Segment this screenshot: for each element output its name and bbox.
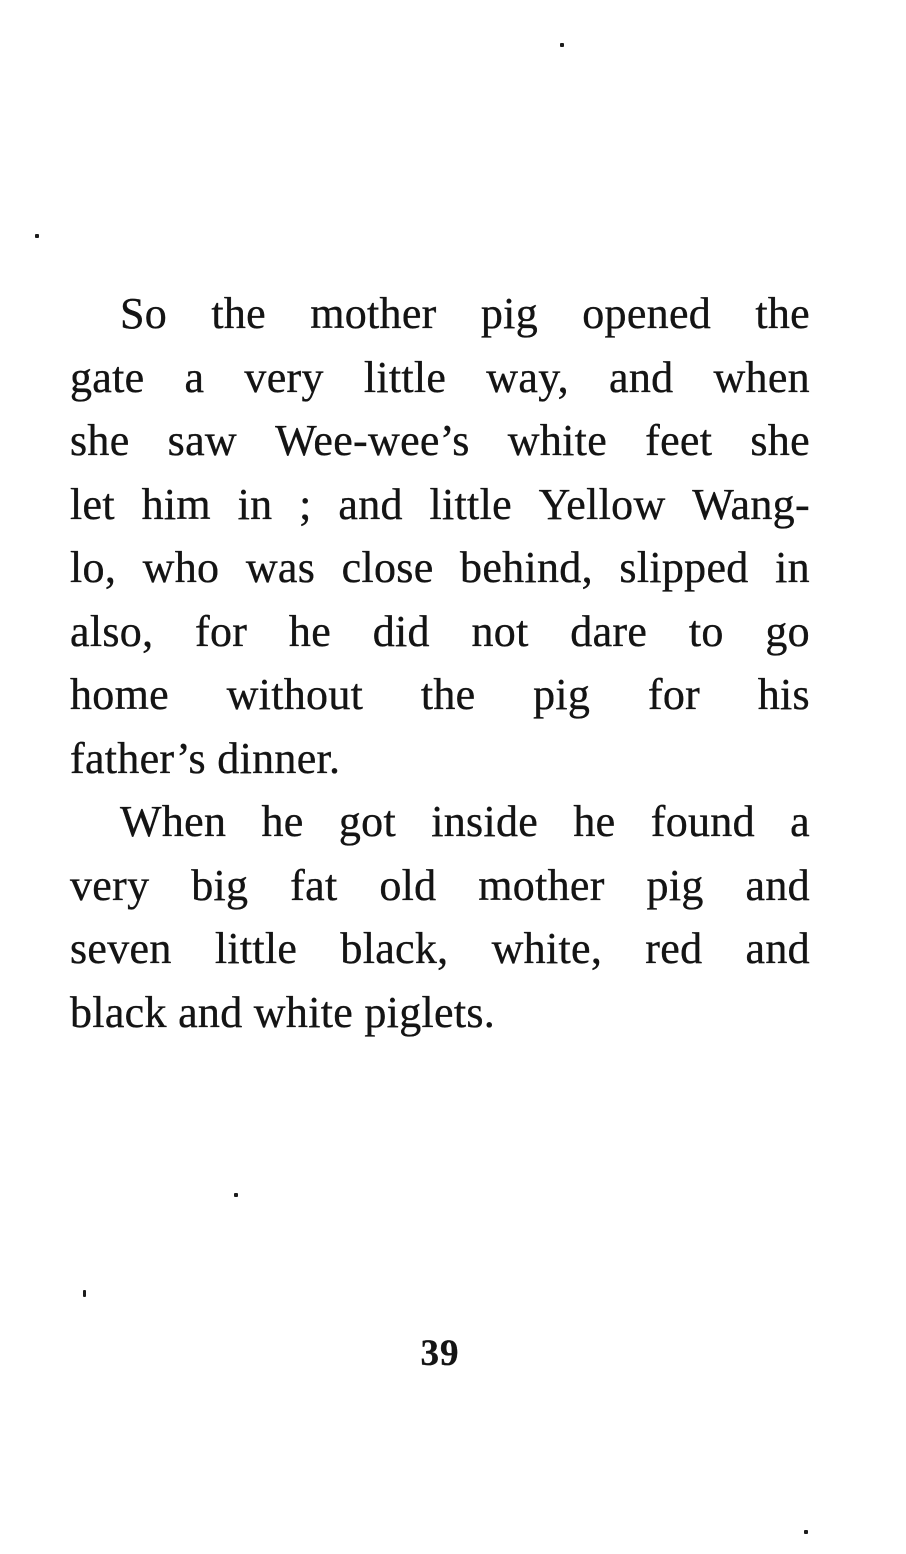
word: his <box>757 670 810 719</box>
word: little <box>429 479 512 529</box>
word: for <box>647 670 701 719</box>
text-line <box>70 663 810 727</box>
word: pig <box>646 860 704 910</box>
word: the <box>211 289 266 338</box>
word: let <box>70 479 115 529</box>
scan-speck <box>804 1530 808 1534</box>
word: gate <box>70 352 145 402</box>
scan-speck <box>83 1290 86 1297</box>
word: a <box>184 352 205 402</box>
word: slipped <box>619 543 749 592</box>
word: old <box>379 860 437 910</box>
word: close <box>341 543 434 592</box>
word: little <box>214 924 298 973</box>
word: way, <box>486 352 569 402</box>
word: Wee-wee’s <box>275 416 470 465</box>
word: he <box>573 797 616 846</box>
word: he <box>288 606 332 656</box>
page-number: 39 <box>420 1333 460 1374</box>
word: also, <box>70 606 154 656</box>
word: little <box>363 352 447 402</box>
word: fat <box>290 860 338 910</box>
word: Yellow <box>538 479 666 529</box>
text-line <box>70 854 810 918</box>
text-line <box>70 282 810 346</box>
word: inside <box>431 797 539 846</box>
word: feet <box>645 416 713 465</box>
text-line <box>70 409 810 473</box>
word: big <box>191 860 249 910</box>
word: she <box>70 416 130 465</box>
word: and <box>338 479 403 529</box>
word: him <box>141 479 211 529</box>
word: and <box>745 924 810 973</box>
word: white, <box>491 924 603 973</box>
word: not <box>471 606 529 656</box>
text-line <box>70 473 810 537</box>
text-block <box>70 282 810 1044</box>
text-line <box>70 346 810 410</box>
word: very <box>70 860 150 910</box>
word: was <box>245 543 316 592</box>
word: opened <box>582 289 712 338</box>
word: red <box>645 924 703 973</box>
word: So <box>120 289 168 338</box>
text-line <box>70 790 810 854</box>
word: When <box>120 797 227 846</box>
word: dare <box>570 606 648 656</box>
word: to <box>688 606 724 656</box>
word: and <box>745 860 810 910</box>
scan-speck <box>35 234 39 238</box>
word: very <box>244 352 324 402</box>
word: did <box>372 606 430 656</box>
word: white <box>507 416 608 465</box>
word: Wang- <box>692 479 810 529</box>
word: he <box>261 797 304 846</box>
scan-speck <box>560 43 564 47</box>
word: pig <box>480 289 538 338</box>
word: seven <box>70 924 172 973</box>
word: for <box>195 606 248 656</box>
word: when <box>713 352 810 402</box>
word: mother <box>310 289 437 338</box>
word: black, <box>340 924 449 973</box>
text-line <box>70 536 810 600</box>
text-line <box>70 600 810 664</box>
word: mother <box>478 860 605 910</box>
word: home <box>70 670 169 719</box>
word: ; <box>299 479 312 529</box>
word: lo, <box>70 543 117 592</box>
word: the <box>755 289 810 338</box>
text-line: father’s dinner. <box>70 733 341 783</box>
word: and <box>608 352 674 402</box>
word: found <box>650 797 755 846</box>
word: pig <box>533 670 591 719</box>
word: in <box>237 479 273 529</box>
word: saw <box>167 416 237 465</box>
word: behind, <box>460 543 593 592</box>
word: got <box>338 797 396 846</box>
text-line <box>70 917 810 981</box>
word: she <box>750 416 810 465</box>
scan-speck <box>234 1193 238 1197</box>
word: who <box>142 543 220 592</box>
word: the <box>420 670 476 719</box>
word: without <box>226 670 364 719</box>
word: in <box>775 543 810 592</box>
word: a <box>790 797 810 846</box>
word: go <box>765 606 810 656</box>
text-line: black and white piglets. <box>70 987 496 1037</box>
